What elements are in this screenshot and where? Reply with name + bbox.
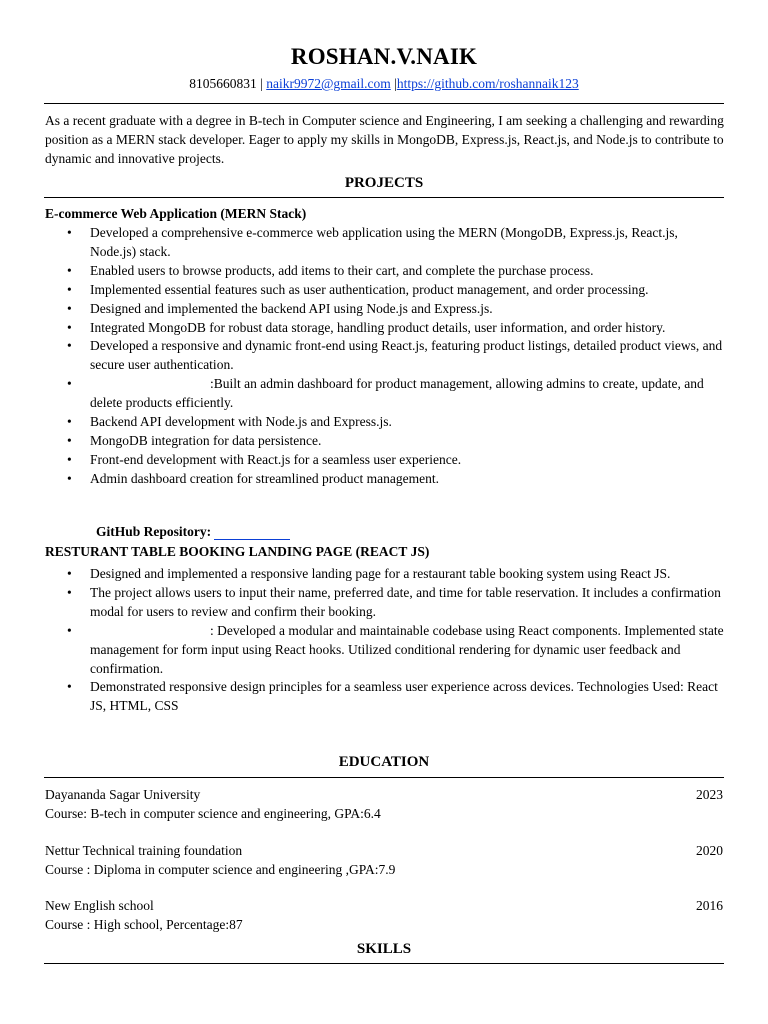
github-repository-label: GitHub Repository: — [96, 524, 212, 539]
list-item: • Designed and implemented the backend API using Node.js and Express.js. — [45, 300, 725, 319]
education-entry — [45, 841, 725, 879]
project-title: E-commerce Web Application (MERN Stack) — [45, 206, 307, 221]
list-item — [45, 622, 725, 679]
skills-divider — [44, 963, 724, 964]
header-divider — [44, 103, 724, 104]
list-item: • Designed and implemented a responsive landing page for a restaurant table booking system using React JS. — [45, 565, 725, 584]
list-item: • Demonstrated responsive design principles for a seamless user experience across devices. Technologies Used: React JS, HTML, CSS — [45, 678, 725, 716]
list-item: • Integrated MongoDB for robust data storage, handling product details, user information, and order history. — [45, 319, 725, 338]
list-item: • Implemented essential features such as user authentication, product management, and order processing. — [45, 281, 725, 300]
projects-heading: PROJECTS — [344, 175, 424, 191]
email-link[interactable]: naikr9972@gmail.com — [266, 76, 391, 91]
list-item: • MongoDB integration for data persistence. — [45, 432, 725, 451]
graduation-year: 2020 — [696, 843, 723, 858]
course-details: Course: B-tech in computer science and engineering, GPA:6.4 — [45, 806, 381, 821]
graduation-year: 2023 — [696, 787, 723, 802]
skills-heading: SKILLS — [356, 941, 412, 957]
graduation-year: 2016 — [696, 898, 723, 913]
github-repository-line — [96, 524, 290, 540]
contact-line — [0, 76, 768, 92]
education-entry — [45, 896, 725, 934]
project-bullet-list — [45, 224, 725, 489]
list-item: • Enabled users to browse products, add items to their cart, and complete the purchase process. — [45, 262, 725, 281]
list-item: • Backend API development with Node.js and Express.js. — [45, 413, 725, 432]
list-item-text: : Developed a modular and maintainable codebase using React components. Implemented state management for form input using React hooks. Utilized conditional rendering for dynamic user feedback and confirmation. — [90, 622, 724, 676]
contact-separator: | — [394, 76, 397, 91]
list-item: • Admin dashboard creation for streamlined product management. — [45, 470, 725, 489]
education-divider — [44, 777, 724, 778]
github-repository-link[interactable] — [214, 526, 290, 540]
list-item: • Developed a comprehensive e-commerce web application using the MERN (MongoDB, Express.js, React.js, Node.js) stack. — [45, 224, 725, 262]
candidate-name: ROSHAN.V.NAIK — [290, 44, 478, 69]
school-name: Dayananda Sagar University — [45, 787, 201, 802]
school-name: Nettur Technical training foundation — [45, 843, 243, 858]
course-details: Course : Diploma in computer science and engineering ,GPA:7.9 — [45, 862, 396, 877]
education-entry — [45, 785, 725, 823]
career-summary: As a recent graduate with a degree in B-tech in Computer science and Engineering, I am seeking a challenging and rewarding position as a MERN stack developer. Eager to apply my skills in MongoDB, Express.js, React.js, and Node.js to contribute to dynamic and innovative projects. — [45, 113, 724, 166]
education-heading: EDUCATION — [338, 754, 430, 770]
list-item: • Developed a responsive and dynamic front-end using React.js, featuring product listings, detailed product views, and secure user authentication. — [45, 337, 725, 375]
school-name: New English school — [45, 898, 154, 913]
list-item — [45, 375, 725, 413]
phone-number: 8105660831 | — [189, 76, 263, 91]
list-item: • Front-end development with React.js for a seamless user experience. — [45, 451, 725, 470]
project-title: RESTURANT TABLE BOOKING LANDING PAGE (REACT JS) — [45, 544, 430, 559]
list-item: • The project allows users to input their name, preferred date, and time for table reservation. It includes a confirmation modal for users to review and confirm their booking. — [45, 584, 725, 622]
github-profile-link[interactable]: https://github.com/roshannaik123 — [396, 76, 579, 91]
list-item-text: :Built an admin dashboard for product management, allowing admins to create, update, and delete products efficiently. — [90, 376, 704, 411]
project-bullet-list — [45, 565, 725, 716]
course-details: Course : High school, Percentage:87 — [45, 917, 243, 932]
projects-divider — [44, 197, 724, 198]
